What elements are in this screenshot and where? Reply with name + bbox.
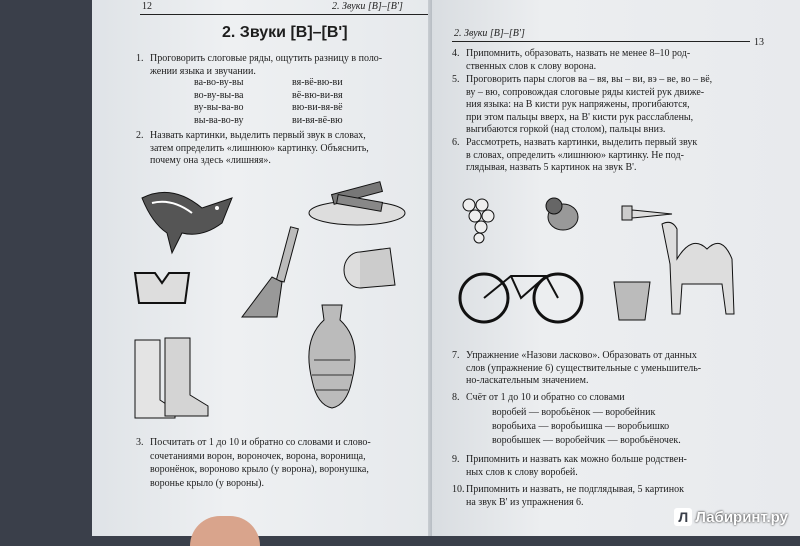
log-illustration	[340, 240, 400, 295]
right-running-head: 2. Звуки [В]–[В']	[454, 28, 525, 39]
right-header-rule	[452, 41, 750, 42]
right-page	[432, 0, 800, 536]
firewood-plate-illustration	[307, 178, 407, 228]
vest-illustration	[130, 268, 194, 306]
watermark-logo: Л Лабиринт.ру	[674, 508, 788, 526]
left-item-1: 1. Проговорить слоговые ряды, ощутить разницу в поло- жении языка и звучании.	[136, 53, 383, 77]
right-item-6: 6. Рассмотреть, назвать картинки, выделить первый звук в словах, определить «лишнюю» картинку. Не под- глядывая, назвать 5 картинок на звук В'.	[452, 137, 698, 174]
left-item-3: 3. Посчитать от 1 до 10 и обратно со словами и слово- сочетаниями ворон, вороночек, ворона, воронища, воронёнок, вороново крыло (у ворона), воронушка, воронье крыло (у вороны).	[136, 437, 371, 489]
right-item-10: 10. Припомнить и назвать, не подглядывая, 5 картинок на звук В' из упражнения 6.	[452, 484, 684, 508]
right-item-7: 7. Упражнение «Назови ласково». Образовать от данных слов (упражнение 6) существительные с уменьшитель- но-ласкательным значением.	[452, 350, 702, 387]
right-item-5: 5. Проговорить пары слогов ва – вя, вы – ви, вэ – ве, во – вё, ву – вю, сопровождая слоговые ряды кистей рук движе- ния языка: на В кисти рук напряжены, прогибаются, при этом пальцы вверх, на В' кисти рук расслаблены, выгибаются горкой (над столом), пальцы вниз.	[452, 74, 713, 136]
syllables-hard: ва-во-ву-вы во-ву-вы-ва ву-вы-ва-во вы-ва-во-ву	[194, 77, 244, 126]
vase-illustration	[292, 300, 372, 412]
right-page-number: 13	[754, 37, 764, 48]
right-item-4: 4. Припомнить, образовать, назвать не менее 8–10 род- ственных слов к слову ворона.	[452, 48, 691, 72]
left-page	[92, 0, 432, 536]
left-page-number: 12	[142, 1, 152, 12]
right-item-8: 8. Счёт от 1 до 10 и обратно со словами	[452, 392, 625, 403]
camel-illustration	[652, 214, 744, 320]
bicycle-illustration	[456, 262, 586, 326]
left-header-rule	[140, 14, 432, 15]
item-8-word-chains: воробей — воробьёнок — воробейник воробьиха — воробьишка — воробьишко воробышек — воробейчик — воробьёночек.	[492, 407, 681, 446]
left-running-head: 2. Звуки [В]–[В']	[332, 1, 403, 12]
grapes-illustration	[454, 190, 504, 246]
crow-illustration	[132, 178, 242, 258]
left-section-title: 2. Звуки [В]–[В']	[222, 24, 348, 41]
right-item-9: 9. Припомнить и назвать как можно больше родствен- ных слов к слову воробей.	[452, 454, 687, 478]
syllables-soft: вя-вё-вю-ви вё-вю-ви-вя вю-ви-вя-вё ви-вя-вё-вю	[292, 77, 343, 126]
sparrow-illustration	[540, 192, 586, 238]
left-item-2: 2. Назвать картинки, выделить первый звук в словах, затем определить «лишнюю» картинку. Объяснить, почему она здесь «лишняя».	[136, 130, 369, 167]
bucket-illustration	[610, 276, 654, 322]
felt-boots-illustration	[130, 330, 212, 420]
